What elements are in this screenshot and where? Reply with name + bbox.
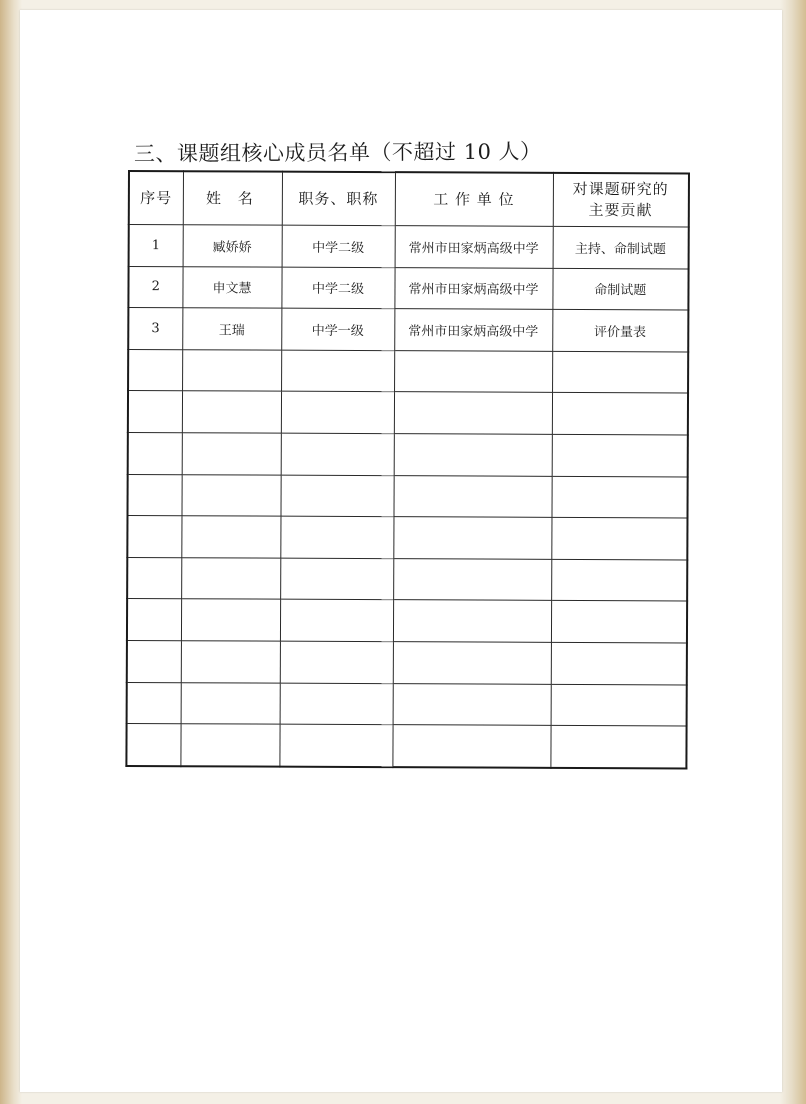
header-contribution-line1: 对课题研究的 — [572, 179, 669, 199]
cell-unit — [393, 683, 551, 725]
cell-name — [182, 391, 281, 433]
table-row — [128, 432, 688, 476]
table-row — [127, 516, 687, 560]
cell-title — [280, 516, 393, 558]
cell-seq: 1 — [129, 225, 183, 267]
table-row — [128, 391, 688, 435]
cell-unit: 常州市田家炳高级中学 — [395, 226, 553, 268]
header-contribution — [553, 173, 689, 227]
cell-title — [280, 558, 393, 600]
cell-unit — [393, 475, 551, 517]
cell-contribution — [551, 476, 687, 518]
cell-name — [181, 599, 280, 641]
table-row — [127, 474, 687, 518]
cell-name — [180, 724, 279, 767]
cell-contribution — [551, 518, 687, 560]
cell-contribution — [551, 601, 687, 643]
cell-title: 中学二级 — [281, 267, 394, 309]
cell-title: 中学一级 — [281, 308, 394, 350]
header-name: 姓 名 — [183, 171, 282, 225]
cell-seq: 2 — [128, 266, 182, 308]
cell-unit — [393, 642, 551, 684]
cell-name — [182, 350, 281, 392]
cell-name — [181, 641, 280, 683]
cell-title — [280, 641, 393, 683]
table-row — [126, 724, 686, 769]
table-header-row — [129, 171, 689, 227]
table-row — [129, 225, 689, 269]
cell-name — [182, 433, 281, 475]
cell-seq — [127, 640, 181, 682]
cell-name: 申文慧 — [182, 266, 281, 308]
cell-contribution — [551, 642, 687, 684]
cell-unit — [392, 725, 550, 768]
table-row — [127, 557, 687, 601]
cell-contribution: 评价量表 — [552, 310, 688, 352]
table-row — [128, 266, 688, 310]
cell-name — [181, 557, 280, 599]
cell-seq: 3 — [128, 308, 182, 350]
core-members-table — [125, 170, 690, 769]
cell-unit — [393, 558, 551, 600]
cell-seq — [126, 724, 180, 766]
cell-title — [280, 683, 393, 725]
cell-title: 中学二级 — [282, 225, 395, 267]
cell-seq — [127, 599, 181, 641]
cell-seq — [128, 432, 182, 474]
cell-contribution — [552, 393, 688, 435]
header-unit: 工 作 单 位 — [395, 172, 553, 226]
cell-contribution — [552, 351, 688, 393]
cell-contribution: 主持、命制试题 — [553, 226, 689, 268]
cell-contribution — [551, 559, 687, 601]
cell-unit: 常州市田家炳高级中学 — [394, 267, 552, 309]
cell-title — [280, 475, 393, 517]
cell-title — [280, 600, 393, 642]
cell-seq — [127, 474, 181, 516]
cell-seq — [127, 516, 181, 558]
cell-seq — [128, 391, 182, 433]
cell-unit — [393, 600, 551, 642]
cell-name — [181, 516, 280, 558]
cell-title — [279, 724, 392, 767]
header-contribution-line2: 主要贡献 — [588, 201, 653, 220]
table-row — [127, 599, 687, 643]
table-row — [127, 682, 687, 726]
cell-contribution — [552, 434, 688, 476]
cell-unit: 常州市田家炳高级中学 — [394, 309, 552, 351]
table-row — [127, 640, 687, 684]
table-body — [126, 225, 688, 769]
cell-seq — [127, 557, 181, 599]
cell-unit — [394, 350, 552, 392]
cell-seq — [127, 682, 181, 724]
cell-name — [181, 682, 280, 724]
header-seq: 序号 — [129, 171, 183, 225]
cell-title — [281, 392, 394, 434]
cell-unit — [394, 434, 552, 476]
table-row — [128, 349, 688, 393]
cell-name: 臧娇娇 — [183, 225, 282, 267]
members-table-container — [125, 170, 688, 769]
cell-contribution: 命制试题 — [552, 268, 688, 310]
cell-name — [181, 474, 280, 516]
cell-contribution — [550, 725, 686, 768]
cell-title — [281, 350, 394, 392]
table-row — [128, 308, 688, 352]
cell-title — [281, 433, 394, 475]
cell-unit — [393, 517, 551, 559]
header-title: 职务、职称 — [282, 172, 395, 226]
page-title: 三、课题组核心成员名单（不超过 10 人） — [133, 139, 542, 166]
cell-contribution — [551, 684, 687, 726]
cell-name: 王瑞 — [182, 308, 281, 350]
cell-unit — [394, 392, 552, 434]
cell-seq — [128, 349, 182, 391]
